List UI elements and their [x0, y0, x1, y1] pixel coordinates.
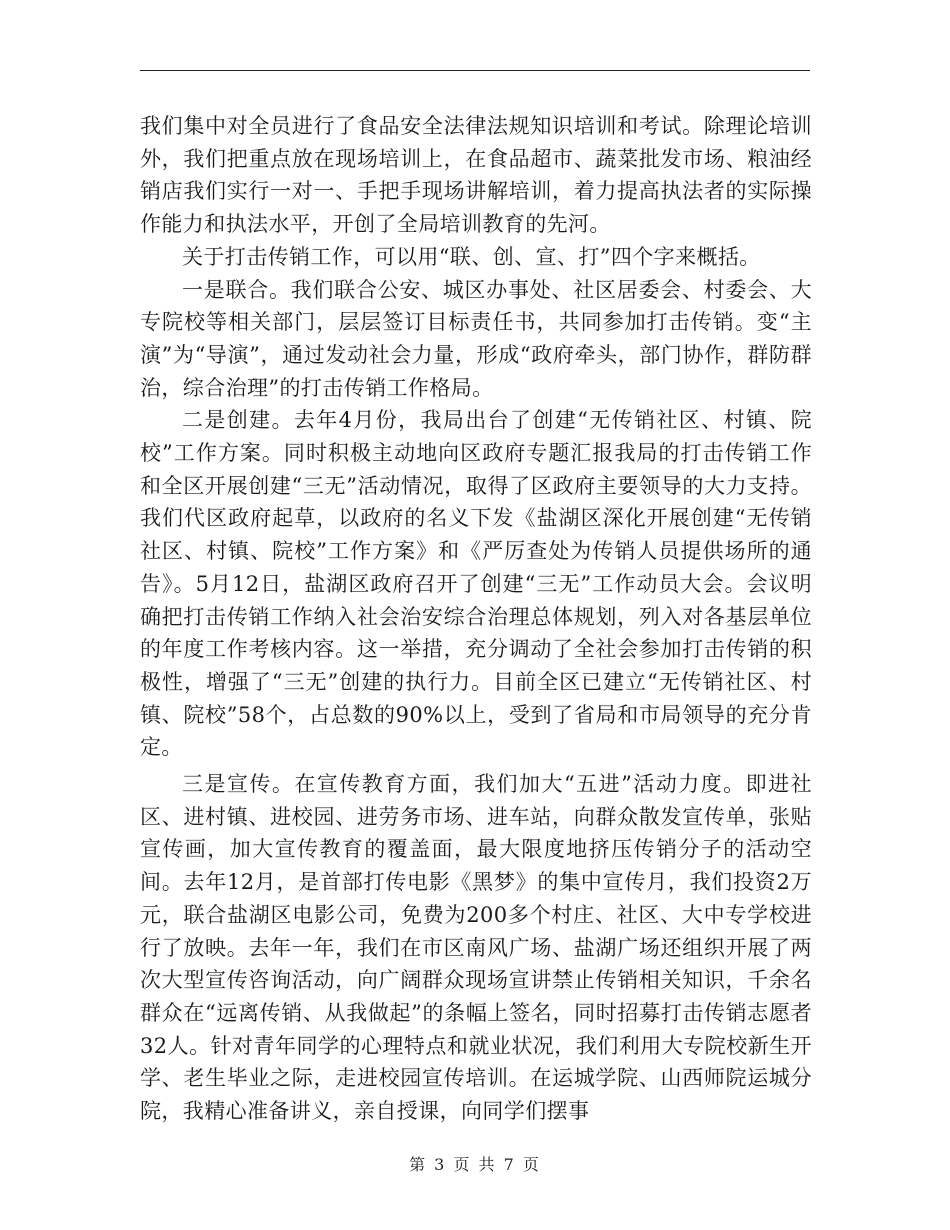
paragraph-3: 一是联合。我们联合公安、城区办事处、社区居委会、村委会、大专院校等相关部门，层层签订目标责任书，共同参加打击传销。变“主演”为“导演”，通过发动社会力量，形成“政府牵头，部门协作，群防群治，综合治理”的打击传销工作格局。: [140, 277, 812, 400]
page-number-footer: 第 3 页 共 7 页: [409, 1155, 541, 1174]
paragraph-2: 关于打击传销工作，可以用“联、创、宣、打”四个字来概括。: [182, 244, 761, 269]
paragraph-4: 二是创建。去年4月份，我局出台了创建“无传销社区、村镇、院校”工作方案。同时积极主动地向区政府专题汇报我局的打击传销工作和全区开展创建“三无”活动情况，取得了区政府主要领导的大力支持。我们代区政府起草，以政府的名义下发《盐湖区深化开展创建“无传销社区、村镇、院校”工作方案》和《严厉查处为传销人员提供场所的通告》。5月12日，盐湖区政府召开了创建“三无”工作动员大会。会议明确把打击传销工作纳入社会治安综合治理总体规划，列入对各基层单位的年度工作考核内容。这一举措，充分调动了全社会参加打击传销的积极性，增强了“三无”创建的执行力。目前全区已建立“无传销社区、村镇、院校”58个，占总数的90%以上，受到了省局和市局领导的充分肯定。: [140, 408, 812, 760]
header-rule: [140, 70, 810, 71]
paragraph-5: 三是宣传。在宣传教育方面，我们加大“五进”活动力度。即进社区、进村镇、进校园、进劳务市场、进车站，向群众散发宣传单，张贴宣传画，加大宣传教育的覆盖面，最大限度地挤压传销分子的活动空间。去年12月，是首部打传电影《黑梦》的集中宣传月，我们投资2万元，联合盐湖区电影公司，免费为200多个村庄、社区、大中专学校进行了放映。去年一年，我们在市区南风广场、盐湖广场还组织开展了两次大型宣传咨询活动，向广阔群众现场宣讲禁止传销相关知识，千余名群众在“远离传销、从我做起”的条幅上签名，同时招募打击传销志愿者32人。针对青年同学的心理特点和就业状况，我们利用大专院校新生开学、老生毕业之际，走进校园宣传培训。在运城学院、山西师院运城分院，我精心准备讲义，亲自授课，向同学们摆事: [140, 772, 812, 1124]
document-body: [140, 110, 812, 1128]
paragraph-1: 我们集中对全员进行了食品安全法律法规知识培训和考试。除理论培训外，我们把重点放在现场培训上，在食品超市、蔬菜批发市场、粮油经销店我们实行一对一、手把手现场讲解培训，着力提高执法者的实际操作能力和执法水平，开创了全局培训教育的先河。: [140, 114, 812, 237]
